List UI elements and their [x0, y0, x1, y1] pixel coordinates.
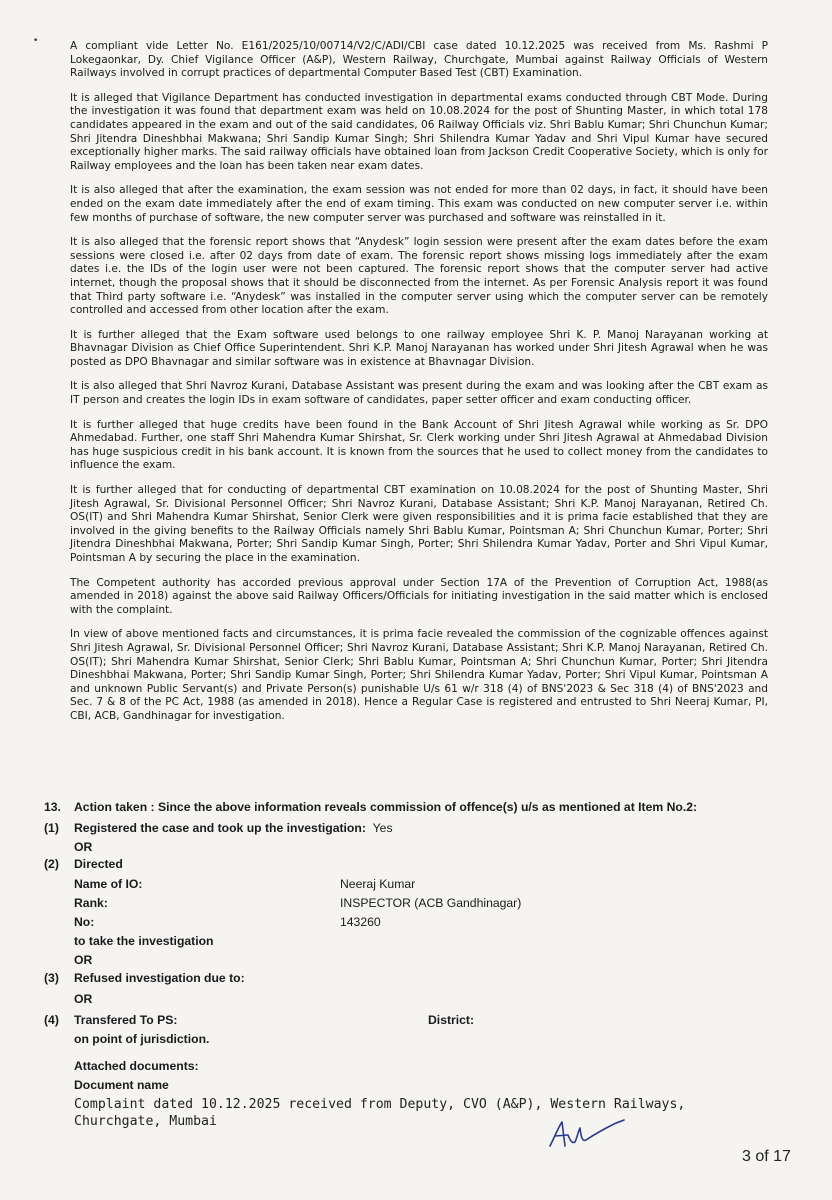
or-label: OR: [74, 840, 93, 854]
action-heading: Action taken : Since the above information reveals commission of offence(s) u/s as mentioned at Item No.2:: [74, 800, 698, 814]
paragraph: It is also alleged that the forensic report shows that “Anydesk” login session were present after the exam dates before the exam sessions were closed i.e. after 02 days from date of exam. The forensic report shows missing logs immediately after the exam dates i.e. the IDs of the login user were not been captured. The forensic report shows that the computer server had active internet, though the proposal shows that it should be disconnected from the internet. As per Forensic Analysis report it was found that Third party software i.e. “Anydesk” was installed in the computer server using which the computer server can be remotely controlled and accessed from other location after the exam.: [70, 236, 768, 317]
paragraph: In view of above mentioned facts and circumstances, it is prima facie revealed the commission of the cognizable offences against Shri Jitesh Agrawal, Sr. Divisional Personnel Officer; Shri Navroz Kurani, Database Assistant; Shri K.P. Manoj Narayanan, Retired Ch. OS(IT); Shri Mahendra Kumar Shirshat, Senior Clerk; Shri Bablu Kumar, Pointsman A; Shri Chunchun Kumar, Porter; Shri Jitendra Dineshbhai Makwana, Porter; Shri Sandip Kumar Singh, Porter; Shri Shilendra Kumar Yadav, Porter; Shri Vipul Kumar, Pointsman A and unknown Public Servant(s) and Private Person(s) punishable U/s 61 w/r 318 (4) of BNS'2023 & Sec 318 (4) of BNS'2023 and Sec. 7 & 8 of the PC Act, 1988 (as amended in 2018). Hence a Regular Case is registered and entrusted to Shri Neeraj Kumar, PI, CBI, ACB, Gandhinagar for investigation.: [70, 628, 768, 722]
jurisdiction-label: on point of jurisdiction.: [74, 1032, 210, 1046]
no-value: 143260: [340, 915, 381, 929]
take-investigation-label: to take the investigation: [74, 934, 214, 948]
rank-label: Rank:: [74, 896, 108, 910]
district-label: District:: [428, 1013, 475, 1027]
transfered-label: Transfered To PS:: [74, 1013, 178, 1027]
registered-text: Registered the case and took up the investigation:: [74, 821, 366, 835]
or-label: OR: [74, 953, 93, 967]
item-number: (3): [44, 971, 59, 985]
registered-label: [74, 821, 393, 835]
paragraph: It is alleged that Vigilance Department has conducted investigation in departmental exams conducted through CBT Mode. During the investigation it was found that department exam was held on 10.08.2024 for the post of Shunting Master, in which total 178 candidates appeared in the exam and out of the said candidates, 06 Railway Officials viz. Shri Bablu Kumar; Shri Chunchun Kumar; Shri Jitendra Dineshbhai Makwana; Shri Sandip Kumar Singh; Shri Shilendra Kumar Yadav and Shri Vipul Kumar have secured exceptionally higher marks. The said railway officials have obtained loan from Jackson Credit Cooperative Society, which is only for Railway employees and the loan has been taken near exam dates.: [70, 91, 768, 172]
page-number: 3 of 17: [742, 1148, 791, 1165]
registered-value: Yes: [372, 821, 393, 835]
refused-label: Refused investigation due to:: [74, 971, 245, 985]
signature-mark: [546, 1116, 626, 1154]
paragraph: The Competent authority has accorded previous approval under Section 17A of the Prevention of Corruption Act, 1988(as amended in 2018) against the above said Railway Officers/Officials for initiating investigation in the said matter which is enclosed with the complaint.: [70, 576, 768, 616]
name-of-io-label: Name of IO:: [74, 877, 143, 891]
paragraph: It is also alleged that Shri Navroz Kurani, Database Assistant was present during the exam and was looking after the CBT exam as IT person and creates the login IDs in exam software of candidates, paper setter officer and exam conducting officer.: [70, 380, 768, 407]
paragraph: A compliant vide Letter No. E161/2025/10/00714/V2/C/ADI/CBI case dated 10.12.2025 was received from Ms. Rashmi P Lokegaonkar, Dy. Chief Vigilance Officer (A&P), Western Railway, Churchgate, Mumbai against Railway Officials of Western Railways involved in corrupt practices of departmental Computer Based Test (CBT) Examination.: [70, 40, 768, 80]
document-name-label: Document name: [74, 1078, 169, 1092]
complaint-text: Complaint dated 10.12.2025 received from Deputy, CVO (A&P), Western Railways, Churchgate, Mumbai: [74, 1097, 686, 1129]
paragraph: It is further alleged that the Exam software used belongs to one railway employee Shri K. P. Manoj Narayanan working at Bhavnagar Division as Chief Office Superintendent. Shri K.P. Manoj Narayanan has worked under Shri Jitesh Agrawal when he was posted as DPO Bhavnagar and similar software was in existence at Bhavnagar Division.: [70, 328, 768, 368]
margin-mark: •: [33, 36, 39, 46]
no-label: No:: [74, 915, 95, 929]
item-number: 13.: [44, 800, 61, 814]
item-number: (1): [44, 821, 59, 835]
paragraph: It is further alleged that huge credits have been found in the Bank Account of Shri Jitesh Agrawal while working as Sr. DPO Ahmedabad. Further, one staff Shri Mahendra Kumar Shirshat, Sr. Clerk working under Shri Jitesh Agrawal at Ahmedabad Division has huge suspicious credit in his bank account. It is known from the sources that he used to collect money from the candidates to influence the exam.: [70, 418, 768, 472]
or-label: OR: [74, 992, 93, 1006]
directed-label: Directed: [74, 857, 123, 871]
paragraph: It is also alleged that after the examination, the exam session was not ended for more than 02 days, in fact, it should have been ended on the exam date immediately after the end of exam timing. This exam was conducted on new computer server i.e. within few months of purchase of software, the new computer server was purchased and software was reinstalled in it.: [70, 184, 768, 224]
name-of-io-value: Neeraj Kumar: [340, 877, 416, 891]
body-text: [70, 40, 768, 735]
attached-documents-label: Attached documents:: [74, 1059, 199, 1073]
paragraph: It is further alleged that for conducting of departmental CBT examination on 10.08.2024 for the post of Shunting Master, Shri Jitesh Agrawal, Sr. Divisional Personnel Officer; Shri Navroz Kurani, Database Assistant; Shri K.P. Manoj Narayanan, Retired Ch. OS(IT) and Shri Mahendra Kumar Shirshat, Senior Clerk were given responsibilities and it is prima facie established that they are involved in the giving benefits to the Railway Officials namely Shri Bablu Kumar, Pointsman A; Shri Chunchun Kumar, Porter; Shri Jitendra Dineshbhai Makwana, Porter; Shri Sandip Kumar Singh, Porter; Shri Shilendra Kumar Yadav, Porter and Shri Vipul Kumar, Pointsman A by securing the place in the examination.: [70, 484, 768, 564]
rank-value: INSPECTOR (ACB Gandhinagar): [340, 896, 522, 910]
item-number: (4): [44, 1013, 59, 1027]
item-number: (2): [44, 857, 59, 871]
